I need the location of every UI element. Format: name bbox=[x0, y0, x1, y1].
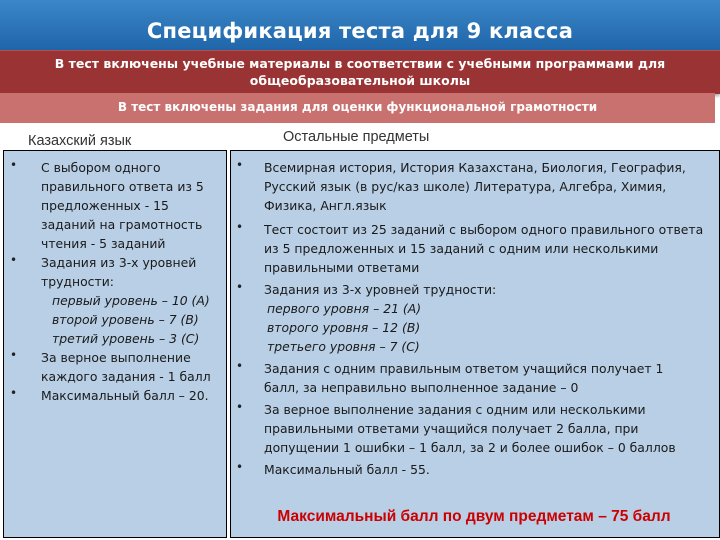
kazakh-language-list bbox=[10, 158, 218, 405]
list-item-text bbox=[264, 158, 714, 215]
list-item-text bbox=[264, 359, 714, 397]
list-item bbox=[10, 348, 218, 386]
bullet-icon: • bbox=[236, 280, 244, 294]
text-line: Задания из 3-х уровней трудности: bbox=[264, 282, 497, 297]
text-line: балл, за неправильно выполненное задание – 0 bbox=[264, 380, 579, 395]
text-line: Тест состоит из 25 заданий с выбором одного правильного ответа bbox=[264, 222, 704, 237]
list-item-text bbox=[264, 400, 714, 457]
text-line: правильными ответами bbox=[264, 260, 420, 275]
text-line: Максимальный балл - 55. bbox=[264, 462, 430, 477]
right-column-header: Остальные предметы bbox=[283, 129, 430, 145]
text-line: За верное выполнение задания с одним или несколькими bbox=[264, 402, 646, 417]
list-item bbox=[236, 220, 714, 277]
list-item bbox=[236, 280, 714, 356]
difficulty-level: третьего уровня – 7 (С) bbox=[267, 339, 420, 354]
list-item bbox=[236, 460, 714, 479]
literacy-banner-text: В тест включены задания для оценки функциональной грамотности bbox=[117, 100, 598, 114]
left-column-header: Казахский язык bbox=[28, 133, 132, 149]
list-item-text bbox=[264, 220, 714, 277]
kazakh-language-panel bbox=[3, 150, 227, 538]
difficulty-level: второй уровень – 7 (В) bbox=[52, 312, 199, 327]
bullet-icon: • bbox=[236, 359, 244, 373]
text-line: допущении 1 ошибки – 1 балл, за 2 и более ошибок – 0 баллов bbox=[264, 440, 676, 455]
list-item-text bbox=[264, 280, 714, 356]
list-item-text bbox=[264, 460, 714, 479]
bullet-icon: • bbox=[10, 348, 18, 362]
list-item bbox=[236, 359, 714, 397]
text-line: Всемирная история, История Казахстана, Биология, География, bbox=[264, 160, 686, 175]
list-item-text bbox=[41, 386, 218, 405]
curriculum-banner-line: общеобразовательной школы bbox=[249, 73, 471, 88]
text-line: предложенных - 15 bbox=[41, 198, 169, 213]
difficulty-level: первого уровня – 21 (А) bbox=[267, 301, 422, 316]
list-item bbox=[236, 400, 714, 457]
text-line: Максимальный балл – 20. bbox=[41, 388, 209, 403]
text-line: Русский язык (в рус/каз школе) Литература, Алгебра, Химия, bbox=[264, 179, 667, 194]
difficulty-level: второго уровня – 12 (В) bbox=[267, 320, 421, 335]
text-line: трудности: bbox=[41, 274, 114, 289]
difficulty-level: третий уровень – 3 (С) bbox=[52, 331, 200, 346]
text-line: Задания из 3-х уровней bbox=[41, 255, 197, 270]
bullet-icon: • bbox=[236, 400, 244, 414]
total-score-footer: Максимальный балл по двум предметам – 75 балл bbox=[277, 508, 671, 525]
difficulty-level: первый уровень – 10 (А) bbox=[52, 293, 210, 308]
bullet-icon: • bbox=[10, 386, 18, 400]
slide-title: Спецификация теста для 9 класса bbox=[146, 19, 574, 43]
literacy-banner bbox=[0, 93, 715, 123]
text-line: из 5 предложенных и 15 заданий с одним или несколькими bbox=[264, 241, 659, 256]
curriculum-banner bbox=[0, 50, 720, 94]
text-line: правильными ответами учащийся получает 2 балла, при bbox=[264, 421, 639, 436]
list-item-text bbox=[41, 253, 218, 348]
bullet-icon: • bbox=[236, 460, 244, 474]
list-item bbox=[236, 158, 714, 215]
text-line: Задания с одним правильным ответом учащийся получает 1 bbox=[264, 361, 664, 376]
curriculum-banner-text bbox=[40, 55, 680, 89]
list-item bbox=[10, 253, 218, 348]
bullet-icon: • bbox=[236, 220, 244, 234]
text-line: За верное выполнение bbox=[41, 350, 191, 365]
text-line: правильного ответа из 5 bbox=[41, 179, 204, 194]
bullet-icon: • bbox=[10, 253, 18, 267]
list-item bbox=[10, 158, 218, 253]
other-subjects-panel bbox=[230, 150, 720, 538]
text-line: Физика, Англ.язык bbox=[264, 198, 387, 213]
text-line: каждого задания - 1 балл bbox=[41, 369, 211, 384]
text-line: С выбором одного bbox=[41, 160, 161, 175]
bullet-icon: • bbox=[236, 158, 244, 172]
text-line: заданий на грамотность bbox=[41, 217, 203, 232]
other-subjects-list bbox=[236, 158, 714, 479]
list-item bbox=[10, 386, 218, 405]
list-item-text bbox=[41, 158, 218, 253]
curriculum-banner-line: В тест включены учебные материалы в соответствии с учебными программами для bbox=[54, 56, 666, 71]
bullet-icon: • bbox=[10, 158, 18, 172]
text-line: чтения - 5 заданий bbox=[41, 236, 166, 251]
list-item-text bbox=[41, 348, 218, 386]
